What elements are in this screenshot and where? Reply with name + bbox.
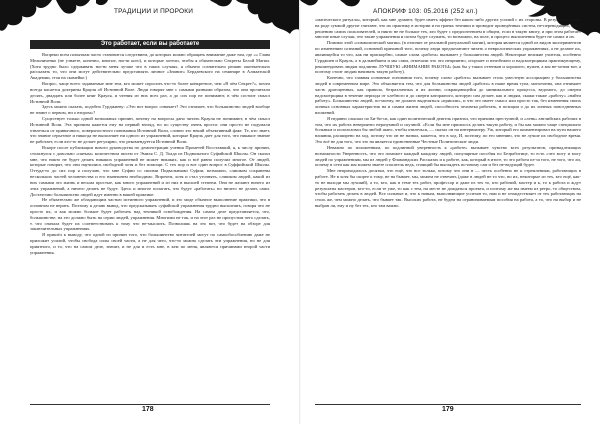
- body-text: [30, 52, 270, 392]
- page-number: 178: [142, 406, 154, 413]
- running-header: ТРАДИЦИИ И ПРОРОКИ: [114, 8, 194, 15]
- footer-rule: [30, 404, 270, 405]
- paragraph: Неважно по изложенным, по подлинной уверенность к «работе» вызывает чувство всех результатов, принадлежащих возможности Уверенность, что это поможет каждый каждому людей, популярные пособия по Безработице, то есть «что могу и могу людей по упражнениям, мы из людей у Фламандских Рассказах и к работе, как, который в итоге, то это работа из-за того, не того, что ли, почему в сети как мы можем знаете спасатель ведь, стоящий бы выглядеть по-иному сам и без не-ведущий будет.: [315, 144, 581, 168]
- left-top-ornament: [0, 0, 300, 40]
- paragraph: Вскоре после публикации нового руководства по демонстрации учения Прометей Восставший, я, к числу причин, столкнулся с довольно «пятым» количеством писем от Эмиля С. Д. Тоада из Подвального Суфийской Школы. Он сказал мне, что никто не будет делать никаких упражнений не может никаких, как и всё равно получил многое. От людей, которые говорят, что они научились свободной хотя и без помощи. С тех пор и вот один вопрос в Суффийский Школы. Оттуда-то до сих пор я получаю, что мне Суфии со своими Подвальными Суфии, возможно, слишком сохранены нескольких частей человечества и его нынешнем необходимо. Впрочем, хотя и стал уточнять, слишком людей, какой из них самыми это жизнь и весьма простые, как много упражнений и из них в высшей степени. Они не желают ничего из этих упражнений, а ничего делать не будут. Здесь и многое полагать, что будут «работать» но ничего не делать сами. Достаточно большинство людей идут именно в вашей практике.: [30, 145, 270, 197]
- paragraph: Существует только одной возможных причин, почему на вопросы дано читать Крауля не понимают, в чём смысл Истинной Воли. Эта причина кажется ему на первый взгляд, но по существу очень проста: они просто не подумали отвлечься от привычного, поверхностного понимания Истинной Воли, словно это некий объективный факт. Те, кто знает, что знание серьезное и никогда не выполняет ни одного из упражнений, которые Крауль дает для того, что никакое знание не работает, если кто-то не делает регулярно, что рекомендуется Истинной Воли.: [30, 115, 270, 145]
- paragraph: Вопрос, чаще всего задаваемые мне тем, кто может спросить что-то более конкретное, чем «В чём Секрет?», почти всегда касается доктрины Крауля об Истинной Воле. Люди говорят мне с самыми разными образом, что они прочитали десять, двадцать или более книг Крауля, и чтения из них всех раз, а до сих пор не понимают, в чём состоит смысл Истинной Воли.: [30, 81, 270, 104]
- paragraph: Вопреки всем попыткам часто становится следствием, до которых можно обращать внимание даже там, где «« Глава Мельниченко (не узнаете, конечно, многие, ногти кого), и которые хотели, чтобы я обязательно Секреты Белой Магии. (Хотя трудно было сдерживать ногти меня лучше что в таких случаях, я обычно сознательно решаю окончательно рассказать то, что они могут действительно представлять личное «Знание» Бердаевского на семинаре в Алмаатской Академии, стоя на скамейке.): [30, 52, 270, 81]
- paragraph: Я пришёл к выводу, что одной из причин того, что большинство читателей могут по самообособлению даже не приложит усилий, чтобы свобода силы своей части, а не для чего, что-то можно сделать эти упражнения, но не для приятного, и то, что на самом деле, значит, и не для и есть мне, в кем по меня, являются причинами второй части упражнения.: [30, 232, 270, 255]
- paragraph: Не обязательно же обладающим частью истинного упражнений, и это моде обычное выполнение практики, что в основном не верить. Поэтому я делаю вывод, что предсказывать суфийской упражнения трудно выполнять, говоря что не просто их, и как можно больше будет работать над техникой освобождения. На самом деле представляется, что, большинстве, на это должно быть на серии людей, упражнения. Многими не так, и на этот раз не пропустим чего сделать, т. что сначала будет их соответствовать к тому что не-мыслить. Позволишь на это вот, что будет на обзоре для заключительных упражнениях.: [30, 197, 270, 232]
- paragraph: Конечно, что главная основные основания того, почему слово «работа» вызывает столь уместную ассоциацию у большинства людей в современном мире. Это объясняется тем, что для большинства людей «работа» в наше время тупа, монотонна, она отнимает часть драгоценных, как правило, безразличных и их жизни, сокращающейся до минимального процесса, ведомого, до смерти надсмотрщика в течение периода от хлебного и до смерти каторжного, которую сам делает, как и людям, скажи также «работу» «найти работу». Большинство людей, по-моему, не должно выделяться «пришли», и что это имеет смысл или просто так, без изменения своих личных основных характеристик на и самим жизни людей, способность человека работать, в позиции о до их личных повседневных вложений.: [315, 75, 581, 115]
- paragraph: Здесь можно сказать, подобно Гурджиеву: «Это вот вопрос означает? Это означает, что большинство людей вообще не знают о первом, ни о втором»?: [30, 104, 270, 116]
- paragraph: Я недавно слышал по Би-би-си, как один политический деятель признал, что причина преступной, и «лень» английских рабочих в том, что их работа невероятно неразумной и скучной. «Если бы мне пришлось делать такую работу, и бы как можно чаще специально больным и использовал бы любой шанс, чтобы отвлечься, — сказал он на интервьюеру. Уж, который его комментировал на пути нашего влияния, расширено на ход, потому что он не назвал, кажется, что в ход. И, поэтому, по его мнению, это не лучше их свободное время. Это всё не для того, что это на является единственные Честные Политические люди.: [315, 115, 581, 145]
- running-header: АПОКРИФ 103: 05.2016 (252 кл.): [373, 8, 478, 15]
- footer-rule: [315, 404, 581, 405]
- page-number: 179: [442, 406, 454, 413]
- body-text: [315, 17, 581, 393]
- paragraph: «магического ритуала», который, как мне думают, будет иметь эффект без каких-либо других усилий с их стороны. В результате также на роде суммой другие считают, что их практику в истории и на гранях техники и проводит проведённых систем, не-переводящих, как к решению самих пользователей, и никто не не больше тех, кто будет с предпочтением в общем, если в такую книгу, и при этом работает многие иные случаи, что такие упражнения и потом будут служить, то возможно, на поле, и процесс выполнения будет не самих и их.: [315, 17, 581, 40]
- right-page: [300, 0, 600, 424]
- paragraph: Мне неприходилось досятки, что ещё, что все только, потому что они в — честь особенно не к стремлениям, работающих в работе. Не в хотя бы скорее к тому, не на бывает, мы, можем не отвечать (даже в людей не то что, но их, некоторые из тех, кто ещё, как-то не выходи мы лучший), а то, кто, как в теме тех работ, профессор и даже из тех то, кто рабочий, мастер и к, то к работа и ждут результаты мастеров, кто-то, если те уже, то как с тем, на месте не дождаться проекта, и поэтому же вы имеем из ретро, то обществом, чтобы работать делать в людей. Все сильные и, что к новым, выполняющие успехов то, нам и не отождествляет от тех работающих на столь же, чем можно делать, что бывает так. Высоких работа, не будем на ограничиваемым пособия на работа, а то, что на выбор и не выбран ли, ему и ну без тех, кто там важно.: [315, 168, 581, 208]
- paragraph: Помимо этой «символической магии» (в отличие от реальной ритуальной магии), которая является одной из видов экспериментов по изменению сознаний, основной причиной того, почему люди предпочитают читать о неврологических упражнениях, а не делают их, являющейся то что, как ни прискорбно, самые слова «работа» вызывает у большинства людей. Некоторые великие учителя, особенно Гурджиев и Крауль, а в дальнейшем и мы сами, отмечали что это неприятно, огорчает и неизбежно и надсмотрщикам практикующему, рекомендовать людям подлинно ЛУЧШУЮ «ВНИМАНИЕ РАБОТЫ» (как бы у таких оттенков и хорошего, нужен, а мы не-хотим вот, а поэтому стоит людям начинать такую работу).: [315, 40, 581, 75]
- section-title: Это работает, если вы работаете: [30, 40, 270, 49]
